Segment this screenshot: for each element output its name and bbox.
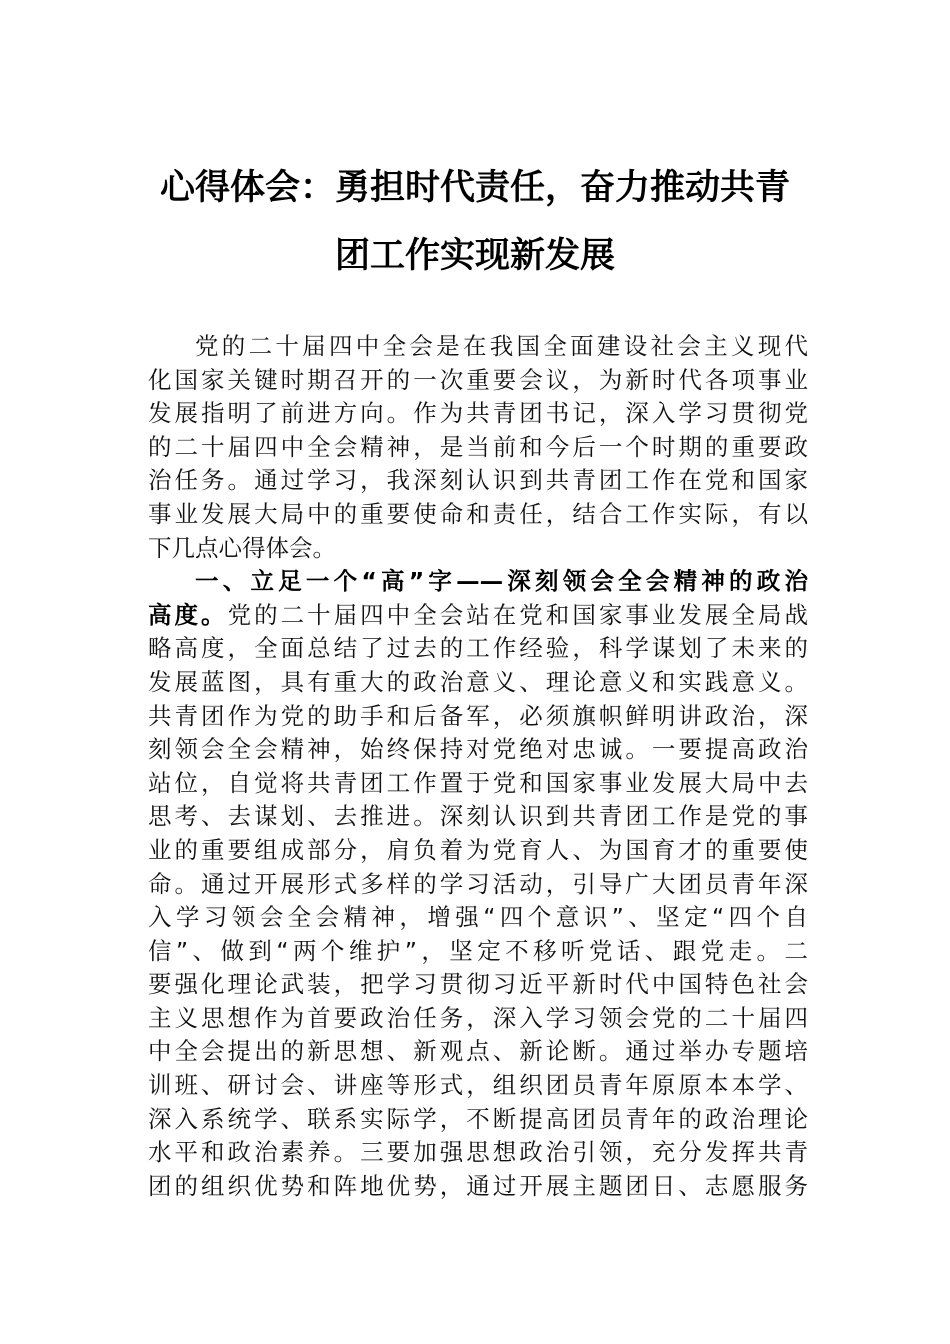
paragraph-2-line: 业的重要组成部分，肩负着为党育人、为国育才的重要使 xyxy=(148,835,808,864)
document-body xyxy=(148,330,808,1203)
paragraph-2-line: 命。通过开展形式多样的学习活动，引导广大团员青年深 xyxy=(148,869,808,898)
paragraph-2-line: 水平和政治素养。三要加强思想政治引领，充分发挥共青 xyxy=(148,1138,808,1167)
paragraph-2-line: 信”、做到“两个维护”，坚定不移听党话、跟党走。二 xyxy=(148,936,808,965)
paragraph-2-line: 思考、去谋划、去推进。深刻认识到共青团工作是党的事 xyxy=(148,802,808,831)
paragraph-2-line: 发展蓝图，具有重大的政治意义、理论意义和实践意义。 xyxy=(148,667,808,696)
paragraph-2-line xyxy=(148,599,808,633)
paragraph-2-line: 主义思想作为首要政治任务，深入学习领会党的二十届四 xyxy=(148,1003,808,1032)
paragraph-1-line: 化国家关键时期召开的一次重要会议，为新时代各项事业 xyxy=(148,365,808,394)
paragraph-1-line: 党的二十届四中全会是在我国全面建设社会主义现代 xyxy=(195,332,808,360)
paragraph-2-line: 共青团作为党的助手和后备军，必须旗帜鲜明讲政治，深 xyxy=(148,701,808,730)
document-title-line-1: 心得体会：勇担时代责任，奋力推动共青 xyxy=(159,167,790,208)
paragraph-2-line: 团的组织优势和阵地优势，通过开展主题团日、志愿服务 xyxy=(148,1171,808,1200)
paragraph-2-line: 要强化理论武装，把学习贯彻习近平新时代中国特色社会 xyxy=(148,970,808,999)
paragraph-1-line: 下几点心得体会。 xyxy=(148,533,336,562)
paragraph-2-line: 深入系统学、联系实际学，不断提高团员青年的政治理论 xyxy=(148,1104,808,1133)
paragraph-2-line: 中全会提出的新思想、新观点、新论断。通过举办专题培 xyxy=(148,1037,808,1066)
paragraph-1-line: 发展指明了前进方向。作为共青团书记，深入学习贯彻党 xyxy=(148,399,808,428)
document-title-line-2: 团工作实现新发展 xyxy=(334,235,615,276)
paragraph-2-line: 刻领会全会精神，始终保持对党绝对忠诚。一要提高政治 xyxy=(148,735,808,764)
paragraph-2-text: 党的二十届四中全会站在党和国家事业发展全局战 xyxy=(227,600,808,629)
paragraph-1-line: 事业发展大局中的重要使命和责任，结合工作实际，有以 xyxy=(148,499,808,528)
paragraph-1-line: 的二十届四中全会精神，是当前和今后一个时期的重要政 xyxy=(148,432,808,461)
paragraph-2-line: 略高度，全面总结了过去的工作经验，科学谋划了未来的 xyxy=(148,634,808,663)
paragraph-1-line: 治任务。通过学习，我深刻认识到共青团工作在党和国家 xyxy=(148,466,808,495)
paragraph-2-line: 入学习领会全会精神，增强“四个意识”、坚定“四个自 xyxy=(148,903,808,932)
paragraph-2-line: 站位，自觉将共青团工作置于党和国家事业发展大局中去 xyxy=(148,768,808,797)
section-1-heading: 一、立足一个“高”字——深刻领会全会精神的政治 xyxy=(195,567,808,596)
paragraph-2-line: 训班、研讨会、讲座等形式，组织团员青年原原本本学、 xyxy=(148,1071,808,1100)
section-1-heading-end: 高度。 xyxy=(148,600,228,629)
